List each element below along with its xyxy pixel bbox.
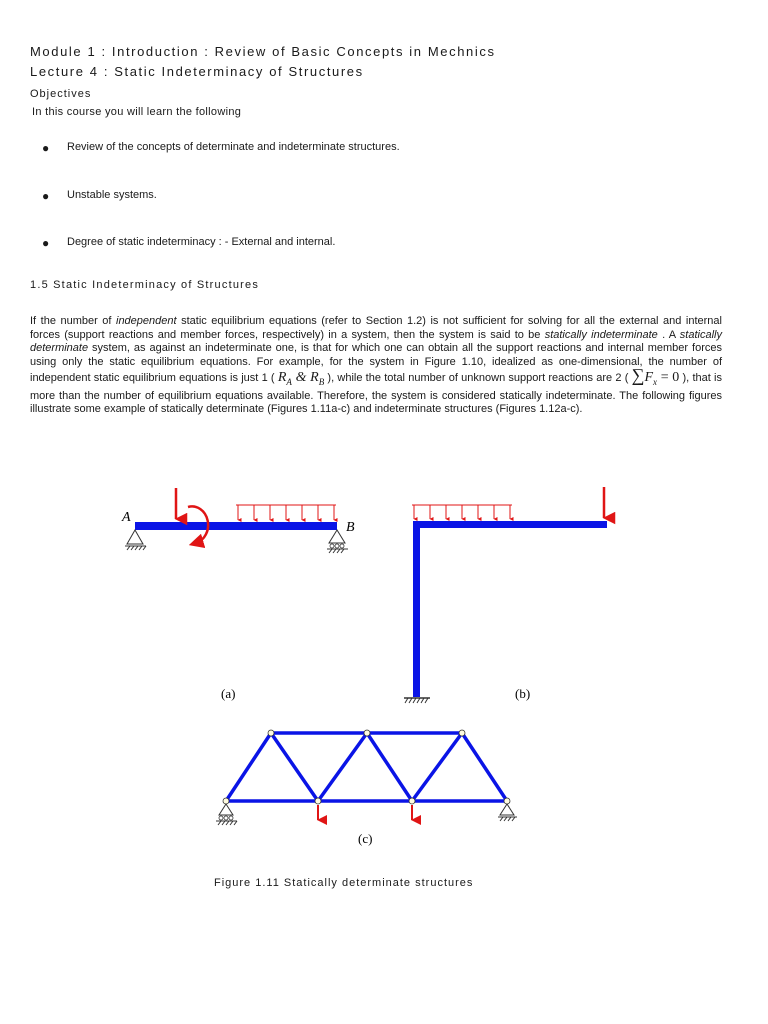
section-heading: 1.5 Static Indeterminacy of Structures [30,279,260,291]
para-text: ), that is more than the number of equilibrium equations available. Therefore, the system is considered statically indeterminate. The following figures illustrate some example of statically determinate (Figures 1.11a-c) and indeterminate structures (Figures 1.12a-c). [30,372,722,416]
para-text: system, as against an indeterminate one, is that for which one can obtain all the support reactions and internal member forces using only the static equilibrium equations. For example, for the system in Figure 1.10, idealized as one-dimensional, the number of independent static equilibrium equations is just 1 ( [30,342,722,385]
para-emphasis: statically indeterminate [544,328,658,341]
para-text: . A [657,328,680,341]
objective-text: Degree of static indeterminacy : - External and internal. [67,236,336,248]
pin-support [125,530,146,550]
beam-member [135,522,337,530]
para-text: If the number of [30,315,116,327]
bullet-icon: ● [42,189,50,203]
figure-b-label: (b) [515,686,531,701]
frame-column [413,521,420,697]
point-a-label: A [122,510,131,525]
figure-a [121,488,355,701]
udl-arrows [238,505,334,520]
lecture-title: Lecture 4 : Static Indeterminacy of Structures [30,64,364,79]
figure-b [404,487,607,703]
para-emphasis: statically determinate [30,328,722,355]
module-title: Module 1 : Introduction : Review of Basic Concepts in Mechnics [30,44,496,59]
roller-support [327,530,348,553]
bullet-icon: ● [42,141,50,155]
sum-math: $\sum F_x = 0$ [631,365,680,388]
figure-a-label: (a) [221,686,236,701]
udl-arrows [414,505,510,519]
objective-text: Review of the concepts of determinate and indeterminate structures. [67,141,400,153]
objective-text: Unstable systems. [67,189,157,201]
truss-members [226,733,507,801]
point-b-label: B [346,520,355,535]
roller-support [216,804,237,825]
figure-c [216,730,517,846]
figure-c-label: (c) [358,831,373,846]
objectives-intro: In this course you will learn the following [32,106,242,118]
figure-caption: Figure 1.11 Statically determinate structures [214,877,474,889]
frame-beam [413,521,607,528]
para-text: static equilibrium equations (refer to Section 1.2) is not sufficient for solving for all the external and internal forces (support reactions and member forces, respectively) in a system, then the system is said to be [30,315,722,341]
fixed-support [404,698,430,703]
pin-support [498,804,517,821]
bullet-icon: ● [42,236,50,250]
para-emphasis: independent [116,315,177,327]
reaction-math: $R_A$ & $R_B$ [277,370,325,388]
objectives-heading: Objectives [30,88,92,100]
para-text: ), while the total number of unknown support reactions are 2 ( [324,372,629,385]
